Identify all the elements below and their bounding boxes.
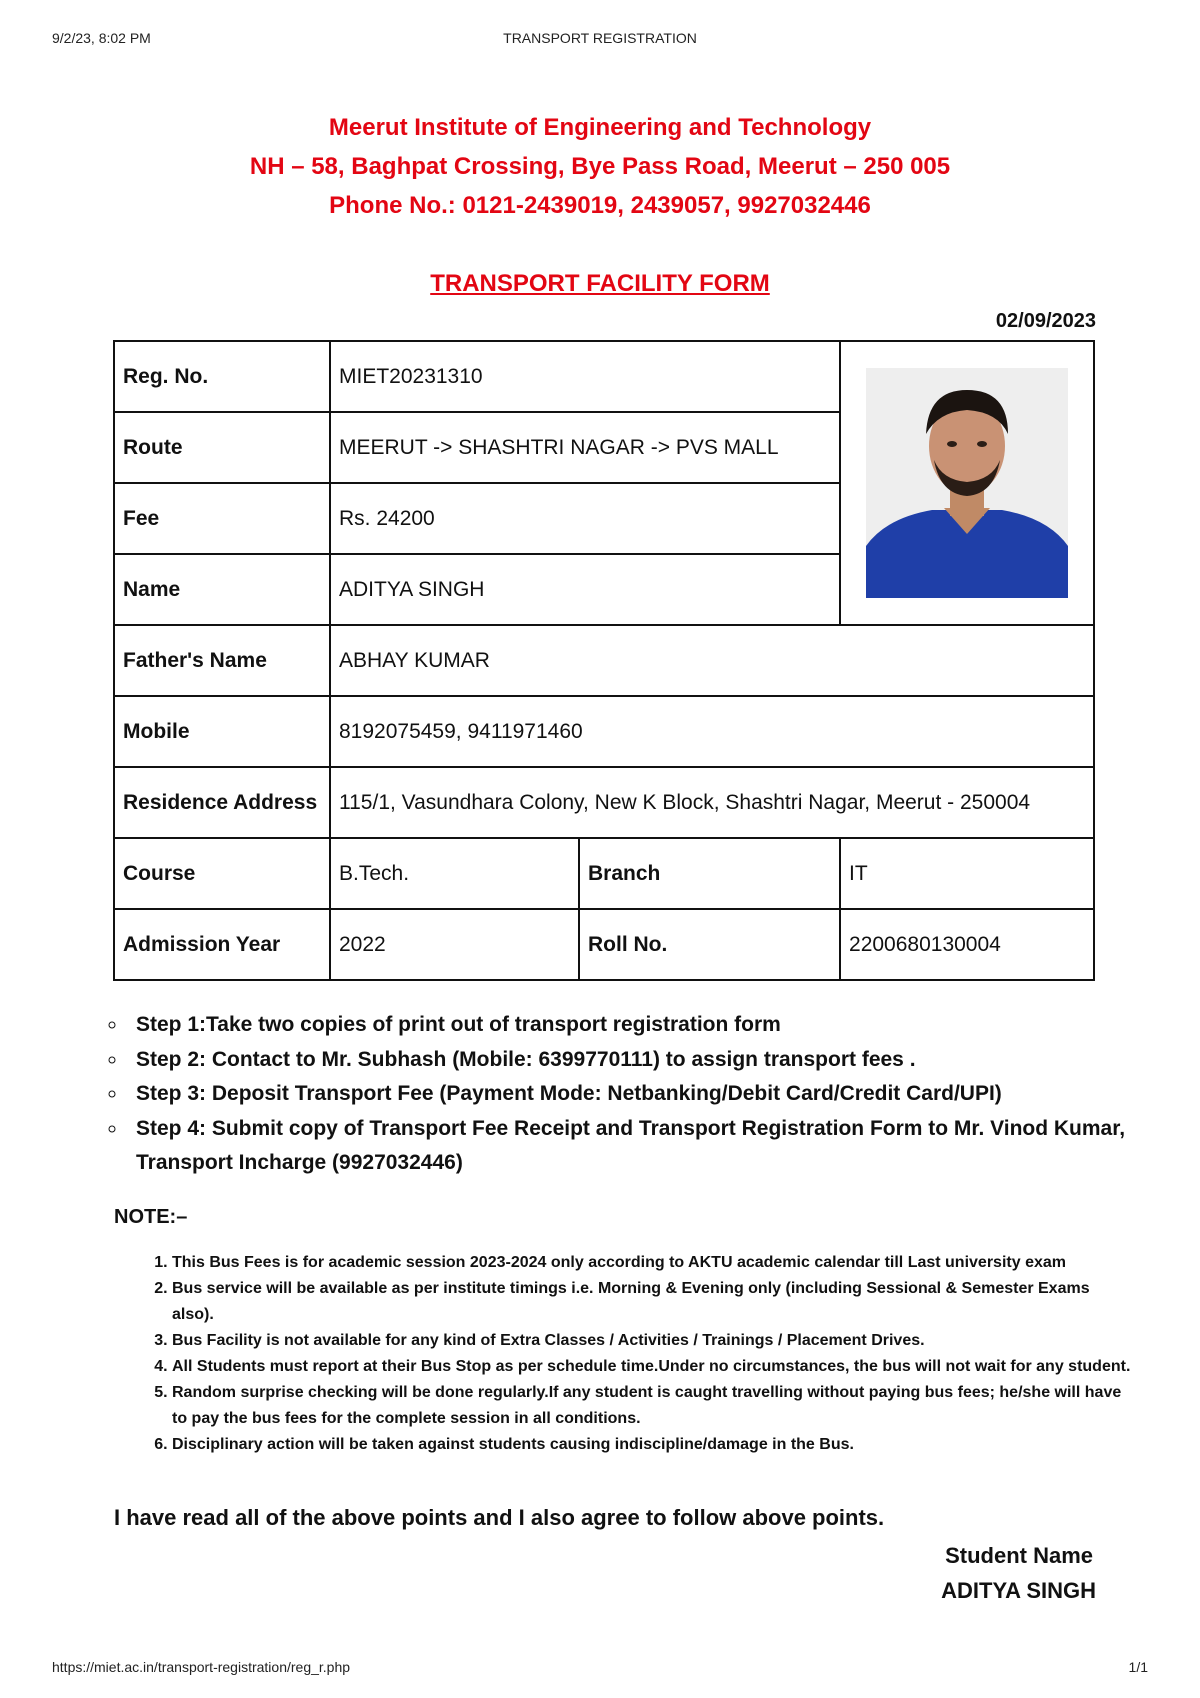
reg-no-value: MIET20231310 [330, 341, 840, 412]
list-item: ◦ Step 3: Deposit Transport Fee (Payment Mode: Netbanking/Debit Card/Credit Card/UPI) [128, 1077, 1148, 1112]
name-label: Name [114, 554, 330, 625]
route-label: Route [114, 412, 330, 483]
signature-name: ADITYA SINGH [941, 1578, 1096, 1603]
address-label: Residence Address [114, 767, 330, 838]
notes-list [130, 1250, 1132, 1458]
fee-value: Rs. 24200 [330, 483, 840, 554]
form-date: 02/09/2023 [995, 310, 1096, 332]
branch-label: Branch [579, 838, 840, 909]
registration-table [113, 340, 1095, 981]
table-row [114, 696, 1094, 767]
fee-label: Fee [114, 483, 330, 554]
photo-cell [840, 341, 1094, 625]
institute-phone: Phone No.: 0121-2439019, 2439057, 9927032446 [329, 192, 871, 219]
print-page-number: 1/1 [1128, 1659, 1148, 1675]
father-name-label: Father's Name [114, 625, 330, 696]
reg-no-label: Reg. No. [114, 341, 330, 412]
list-item: ◦ Step 4: Submit copy of Transport Fee Receipt and Transport Registration Form to Mr. Vinod Kumar, Transport Incharge (9927032446) [128, 1112, 1148, 1181]
roll-no-label: Roll No. [579, 909, 840, 980]
mobile-value: 8192075459, 9411971460 [330, 696, 1094, 767]
branch-value: IT [840, 838, 1094, 909]
agreement-text: I have read all of the above points and I also agree to follow above points. [114, 1505, 885, 1530]
institute-name: Meerut Institute of Engineering and Technology [328, 114, 872, 141]
table-row [114, 767, 1094, 838]
institute-address: NH – 58, Baghpat Crossing, Bye Pass Road, Meerut – 250 005 [249, 153, 951, 180]
admission-year-value: 2022 [330, 909, 579, 980]
list-item: 4. All Students must report at their Bus Stop as per schedule time.Under no circumstances, the bus will not wait for any student. [172, 1354, 1132, 1380]
table-row [114, 838, 1094, 909]
form-title: TRANSPORT FACILITY FORM [430, 270, 770, 297]
list-item: ◦ Step 2: Contact to Mr. Subhash (Mobile: 6399770111) to assign transport fees . [128, 1043, 1148, 1078]
note-heading: NOTE:– [114, 1206, 188, 1228]
list-item: 2. Bus service will be available as per institute timings i.e. Morning & Evening only (including Sessional & Semester Exams also). [172, 1276, 1132, 1328]
list-item: ◦ Step 1:Take two copies of print out of transport registration form [128, 1008, 1148, 1043]
table-row [114, 341, 1094, 412]
father-name-value: ABHAY KUMAR [330, 625, 1094, 696]
name-value: ADITYA SINGH [330, 554, 840, 625]
roll-no-value: 2200680130004 [840, 909, 1094, 980]
address-value: 115/1, Vasundhara Colony, New K Block, Shashtri Nagar, Meerut - 250004 [330, 767, 1094, 838]
print-title: TRANSPORT REGISTRATION [503, 30, 697, 46]
list-item: 5. Random surprise checking will be done regularly.If any student is caught travelling without paying bus fees; he/she will have to pay the bus fees for the complete session in all conditions. [172, 1380, 1132, 1432]
student-portrait-icon [866, 368, 1068, 598]
course-label: Course [114, 838, 330, 909]
course-value: B.Tech. [330, 838, 579, 909]
list-item: 3. Bus Facility is not available for any kind of Extra Classes / Activities / Trainings / Placement Drives. [172, 1328, 1132, 1354]
print-datetime: 9/2/23, 8:02 PM [52, 30, 151, 46]
route-value: MEERUT -> SHASHTRI NAGAR -> PVS MALL [330, 412, 840, 483]
signature-label: Student Name [945, 1543, 1093, 1568]
steps-list [84, 1008, 1148, 1181]
student-photo [866, 368, 1068, 598]
list-item: 6. Disciplinary action will be taken against students causing indiscipline/damage in the Bus. [172, 1432, 1132, 1458]
mobile-label: Mobile [114, 696, 330, 767]
table-row [114, 625, 1094, 696]
table-row [114, 909, 1094, 980]
list-item: 1. This Bus Fees is for academic session 2023-2024 only according to AKTU academic calendar till Last university exam [172, 1250, 1132, 1276]
admission-year-label: Admission Year [114, 909, 330, 980]
print-url: https://miet.ac.in/transport-registration/reg_r.php [52, 1659, 351, 1675]
